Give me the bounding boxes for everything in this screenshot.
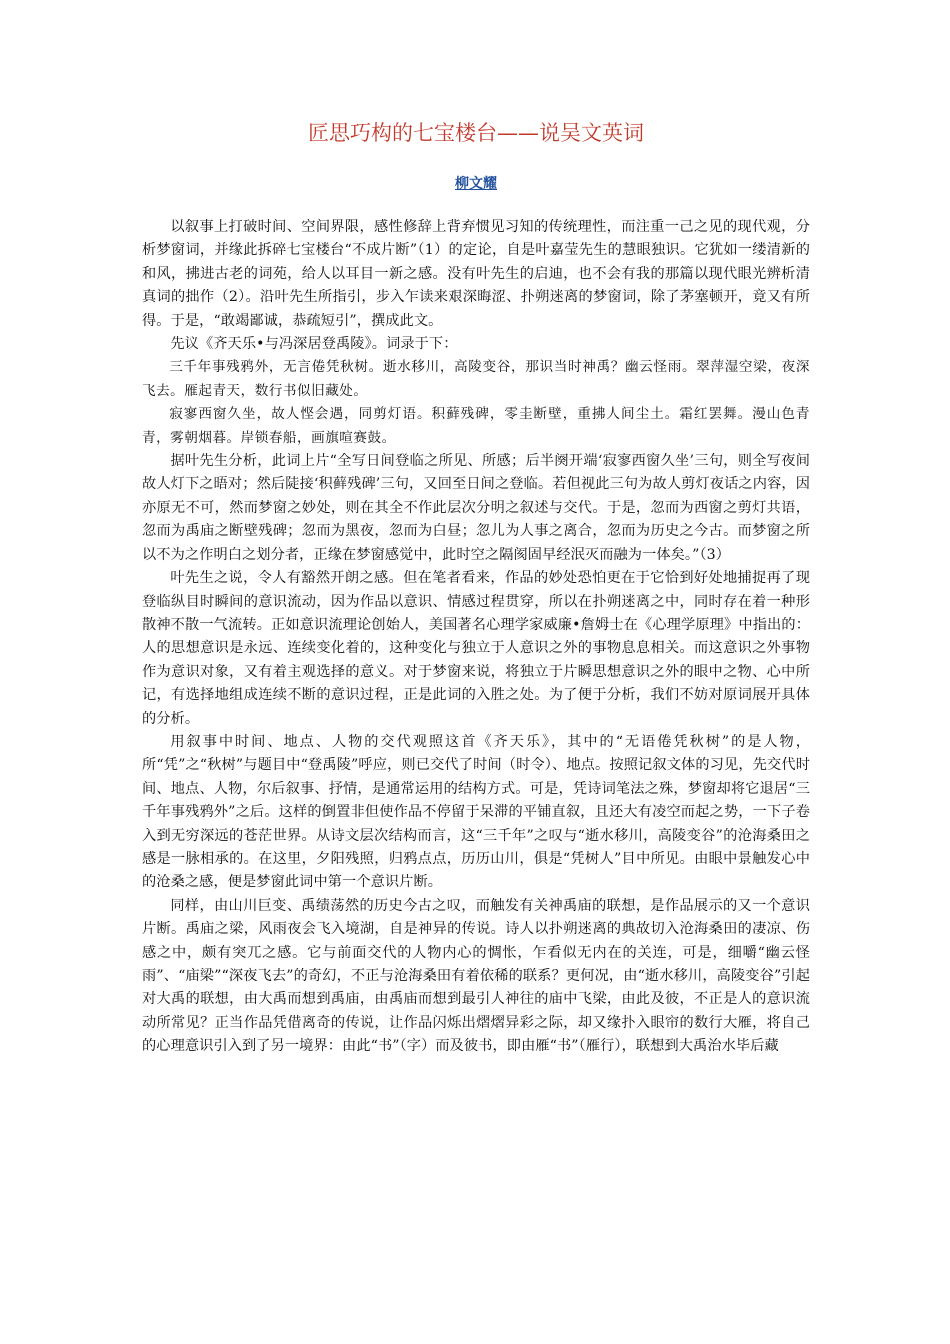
article-body [142, 216, 810, 1059]
paragraph-association: 同样，由山川巨变、禹绩荡然的历史今古之叹，而触发有关神禹庙的联想，是作品展示的又一个意识片断。禹庙之梁，风雨夜会飞入境湖，自是神异的传说。诗人以扑朔迷离的典故切入沧海桑田的凄凉、伤感之中，颇有突兀之感。它与前面交代的人物内心的惆怅，乍看似无内在的关连，可是，细嚼“幽云怪雨”、“庙梁”“深夜飞去”的奇幻，不正与沧海桑田有着依稀的联系？更何况，由“逝水移川，高陵变谷”引起对大禹的联想，由大禹而想到禹庙，由禹庙而想到最引人神往的庙中飞梁，由此及彼，不正是人的意识流动所常见？正当作品凭借离奇的传说，让作品闪烁出熠熠异彩之际，却又缘扑入眼帘的数行大雁，将自己的心理意识引入到了另一境界：由此“书”（字）而及彼书，即由雁“书”（雁行），联想到大禹治水毕后藏 [142, 897, 810, 1055]
paragraph-structure: 用叙事中时间、地点、人物的交代观照这首《齐天乐》，其中的“无语倦凭秋树”的是人物，所“凭”之“秋树”与题目中“登禹陵”呼应，则已交代了时间（时令）、地点。按照记叙文体的习见，先交代时间、地点、人物，尔后叙事、抒情，是通常运用的结构方式。可是，凭诗词笔法之殊，梦窗却将它退居“三千年事残鸦外”之后。这样的倒置非但使作品不停留于呆滞的平铺直叙，且还大有凌空而起之势，一下子卷入到无穷深远的苍茫世界。从诗文层次结构而言，这“三千年”之叹与“逝水移川，高陵变谷”的沧海桑田之感是一脉相承的。在这里，夕阳残照，归鸦点点，历历山川，俱是“凭树人”目中所见。由眼中景触发心中的沧桑之感，便是梦窗此词中第一个意识片断。 [142, 733, 810, 891]
article-title: 匠思巧构的七宝楼台——说吴文英词 [308, 121, 644, 145]
poem-stanza-1: 三千年事残鸦外，无言倦凭秋树。逝水移川，高陵变谷，那识当时神禹？幽云怪雨。翠萍湿空梁，夜深飞去。雁起青天，数行书似旧藏处。 [142, 359, 810, 399]
poem-stanza-2: 寂寥西窗久坐，故人悭会遇，同剪灯语。积藓残碑，零圭断壁，重拂人间尘土。霜红罢舞。漫山色青青，雾朝烟暮。岸锁春船，画旗喧赛鼓。 [142, 406, 810, 446]
paragraph-quote: 据叶先生分析，此词上片“全写日间登临之所见、所感；后半阕开端‘寂寥西窗久坐’三句，则全写夜间故人灯下之晤对；然后陡接‘积藓残碑’三句，又回至日间之登临。若但视此三句为故人剪灯夜话之内容，因亦原无不可，然而梦窗之妙处，则在其全不作此层次分明之叙述与交代。于是，忽而为西窗之剪灯共语，忽而为禹庙之断壁残碑；忽而为黑夜，忽而为白昼；忽儿为人事之离合，忽而为历史之今古。而梦窗之所以不为之作明白之划分者，正缘在梦窗感觉中，此时空之隔阂固早经泯灭而融为一体矣。”（3） [142, 453, 810, 563]
paragraph-lead-in: 先议《齐天乐•与冯深居登禹陵》。词录于下： [170, 336, 458, 353]
paragraph-intro: 以叙事上打破时间、空间界限，感性修辞上背弃惯见习知的传统理性，而注重一己之见的现代观，分析梦窗词，并缘此拆碎七宝楼台“不成片断”（1）的定论，自是叶嘉莹先生的慧眼独识。它犹如一缕清新的和风，拂进古老的词苑，给人以耳目一新之感。没有叶先生的启迪，也不会有我的那篇以现代眼光辨析清真词的拙作（2）。沿叶先生所指引，步入乍读来艰深晦涩、扑朔迷离的梦窗词，除了茅塞顿开，竟又有所得。于是，“敢竭鄙诚，恭疏短引”，撰成此文。 [142, 219, 810, 329]
author-link[interactable]: 柳文耀 [455, 176, 497, 192]
paragraph-analysis: 叶先生之说，令人有豁然开朗之感。但在笔者看来，作品的妙处恐怕更在于它恰到好处地捕捉再了现登临纵目时瞬间的意识流动，因为作品以意识、情感过程贯穿，所以在扑朔迷离之中，同时存在着一种形散神不散一气流转。正如意识流理论创始人，美国著名心理学家威廉•詹姆士在《心理学原理》中指出的：人的思想意识是永远、连续变化着的，这种变化与独立于人意识之外的事物息息相关。而这意识之外事物作为意识对象，又有着主观选择的意义。对于梦窗来说，将独立于片瞬思想意识之外的眼中之物、心中所记，有选择地组成连续不断的意识过程，正是此词的入胜之处。为了便于分析，我们不妨对原词展开具体的分析。 [142, 570, 810, 727]
document-page [142, 118, 810, 1059]
